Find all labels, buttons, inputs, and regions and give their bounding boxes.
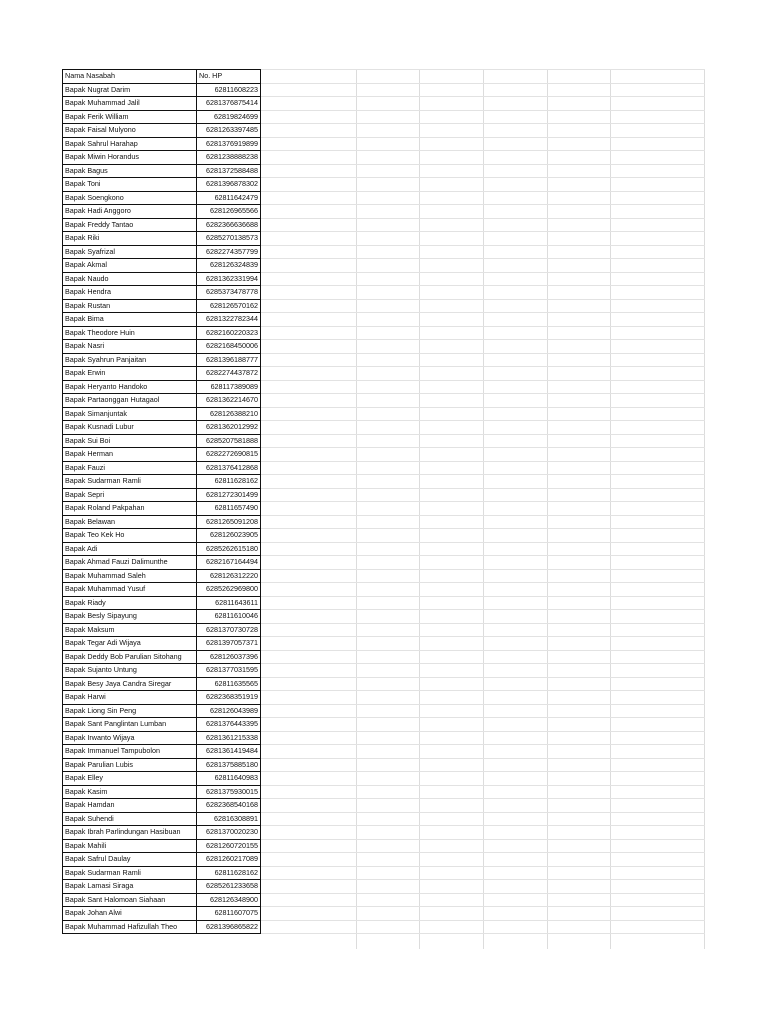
empty-cell[interactable]	[261, 380, 706, 394]
empty-cell[interactable]	[261, 394, 706, 408]
phone-number-cell[interactable]: 6281361419484	[197, 745, 261, 759]
customer-name-cell[interactable]: Bapak Faisal Mulyono	[63, 124, 197, 138]
phone-number-cell[interactable]: 628126388210	[197, 407, 261, 421]
phone-number-cell[interactable]: 62811628162	[197, 475, 261, 489]
customer-name-cell[interactable]: Bapak Muhammad Saleh	[63, 569, 197, 583]
empty-cell[interactable]	[261, 110, 706, 124]
empty-cell[interactable]	[261, 502, 706, 516]
phone-number-cell[interactable]: 6281362331994	[197, 272, 261, 286]
empty-cell[interactable]	[261, 529, 706, 543]
customer-name-cell[interactable]: Bapak Mahili	[63, 839, 197, 853]
phone-number-cell[interactable]: 62811610046	[197, 610, 261, 624]
table-row	[63, 475, 706, 489]
empty-cell[interactable]	[261, 70, 706, 84]
empty-cell[interactable]	[261, 353, 706, 367]
table-row	[63, 758, 706, 772]
empty-cell[interactable]	[261, 731, 706, 745]
empty-cell[interactable]	[261, 151, 706, 165]
empty-cell[interactable]	[261, 299, 706, 313]
phone-number-cell[interactable]: 62811628162	[197, 866, 261, 880]
phone-number-cell[interactable]: 62811657490	[197, 502, 261, 516]
table-row	[63, 677, 706, 691]
phone-number-cell[interactable]: 6281396865822	[197, 920, 261, 934]
customer-name-cell[interactable]: Bapak Besly Sipayung	[63, 610, 197, 624]
customer-name-cell[interactable]: Bapak Irwanto Wijaya	[63, 731, 197, 745]
phone-number-cell[interactable]: 6281376919899	[197, 137, 261, 151]
customer-name-cell[interactable]: Bapak Johan Alwi	[63, 907, 197, 921]
empty-cell[interactable]	[261, 704, 706, 718]
empty-cell[interactable]	[261, 488, 706, 502]
empty-cell[interactable]	[261, 907, 706, 921]
table-row	[63, 880, 706, 894]
table-row	[63, 191, 706, 205]
customer-name-cell[interactable]: Bapak Riki	[63, 232, 197, 246]
phone-number-cell[interactable]: 6281376412868	[197, 461, 261, 475]
empty-cell[interactable]	[261, 164, 706, 178]
empty-cell[interactable]	[261, 461, 706, 475]
empty-cell[interactable]	[261, 920, 706, 934]
table-row	[63, 326, 706, 340]
table-row	[63, 340, 706, 354]
phone-number-cell[interactable]: 6282160220323	[197, 326, 261, 340]
customer-name-cell[interactable]: Bapak Parulian Lubis	[63, 758, 197, 772]
customer-name-cell[interactable]: Bapak Theodore Huin	[63, 326, 197, 340]
phone-number-cell[interactable]: 6281370020230	[197, 826, 261, 840]
phone-number-cell[interactable]: 6281263397485	[197, 124, 261, 138]
phone-number-cell[interactable]: 6282167164494	[197, 556, 261, 570]
header-name-cell[interactable]: Nama Nasabah	[63, 70, 197, 84]
customer-name-cell[interactable]: Bapak Tegar Adi Wijaya	[63, 637, 197, 651]
table-row	[63, 637, 706, 651]
empty-cell[interactable]	[261, 745, 706, 759]
table-row	[63, 542, 706, 556]
empty-cell[interactable]	[261, 772, 706, 786]
table-row	[63, 488, 706, 502]
table-row	[63, 610, 706, 624]
customer-name-cell[interactable]: Bapak Herman	[63, 448, 197, 462]
table-row	[63, 731, 706, 745]
empty-cell[interactable]	[261, 812, 706, 826]
phone-number-cell[interactable]: 6281376443395	[197, 718, 261, 732]
empty-cell[interactable]	[261, 367, 706, 381]
empty-cell[interactable]	[261, 650, 706, 664]
phone-number-cell[interactable]: 6281376875414	[197, 97, 261, 111]
table-row	[63, 907, 706, 921]
table-row	[63, 124, 706, 138]
customer-name-cell[interactable]: Bapak Freddy Tantao	[63, 218, 197, 232]
empty-cell[interactable]	[261, 245, 706, 259]
empty-cell[interactable]	[261, 866, 706, 880]
customer-name-cell[interactable]: Bapak Besy Jaya Candra Siregar	[63, 677, 197, 691]
customer-name-cell[interactable]: Bapak Immanuel Tampubolon	[63, 745, 197, 759]
customer-name-cell[interactable]: Bapak Harwi	[63, 691, 197, 705]
customer-name-cell[interactable]: Bapak Nasri	[63, 340, 197, 354]
customer-name-cell[interactable]: Bapak Kasim	[63, 785, 197, 799]
table-row	[63, 448, 706, 462]
empty-cell[interactable]	[261, 124, 706, 138]
customer-name-cell[interactable]: Bapak Sujanto Untung	[63, 664, 197, 678]
table-row	[63, 664, 706, 678]
table-row	[63, 785, 706, 799]
customer-name-cell[interactable]: Bapak Soengkono	[63, 191, 197, 205]
empty-cell[interactable]	[261, 785, 706, 799]
empty-cell[interactable]	[261, 313, 706, 327]
customer-name-cell[interactable]: Bapak Teo Kek Ho	[63, 529, 197, 543]
empty-cell[interactable]	[261, 826, 706, 840]
phone-number-cell[interactable]: 6282168450006	[197, 340, 261, 354]
empty-cell[interactable]	[261, 691, 706, 705]
phone-number-cell[interactable]: 6285270138573	[197, 232, 261, 246]
table-row	[63, 110, 706, 124]
customer-name-cell[interactable]: Bapak Syahrun Panjaitan	[63, 353, 197, 367]
table-row	[63, 799, 706, 813]
customer-name-cell[interactable]: Bapak Toni	[63, 178, 197, 192]
empty-cell[interactable]	[261, 758, 706, 772]
phone-number-cell[interactable]: 6282368351919	[197, 691, 261, 705]
table-row	[63, 353, 706, 367]
empty-cell[interactable]	[261, 893, 706, 907]
table-row	[63, 272, 706, 286]
phone-number-cell[interactable]: 62811607075	[197, 907, 261, 921]
table-row	[63, 718, 706, 732]
customer-name-cell[interactable]: Bapak Akmal	[63, 259, 197, 273]
customer-name-cell[interactable]: Bapak Simanjuntak	[63, 407, 197, 421]
customer-name-cell[interactable]: Bapak Miwin Horandus	[63, 151, 197, 165]
empty-cell[interactable]	[261, 623, 706, 637]
table-row	[63, 434, 706, 448]
customer-name-cell[interactable]: Bapak Liong Sin Peng	[63, 704, 197, 718]
empty-cell[interactable]	[261, 718, 706, 732]
table-row	[63, 137, 706, 151]
phone-number-cell[interactable]: 6281362012992	[197, 421, 261, 435]
phone-number-cell[interactable]: 6282366636688	[197, 218, 261, 232]
empty-cell[interactable]	[261, 677, 706, 691]
table-row	[63, 205, 706, 219]
customer-name-cell[interactable]: Bapak Ibrah Parlindungan Hasibuan	[63, 826, 197, 840]
customer-name-cell[interactable]: Bapak Rustan	[63, 299, 197, 313]
table-row	[63, 407, 706, 421]
empty-cell[interactable]	[261, 218, 706, 232]
table-row	[63, 421, 706, 435]
phone-number-cell[interactable]: 6281272301499	[197, 488, 261, 502]
phone-number-cell[interactable]: 628126023905	[197, 529, 261, 543]
phone-number-cell[interactable]: 628126037396	[197, 650, 261, 664]
phone-number-cell[interactable]: 6282368540168	[197, 799, 261, 813]
customer-name-cell[interactable]: Bapak Suhendi	[63, 812, 197, 826]
table-row	[63, 97, 706, 111]
customer-name-cell[interactable]: Bapak Safrul Daulay	[63, 853, 197, 867]
customer-name-cell[interactable]: Bapak Hendra	[63, 286, 197, 300]
customer-name-cell[interactable]: Bapak Maksum	[63, 623, 197, 637]
table-row	[63, 691, 706, 705]
phone-number-cell[interactable]: 628126324839	[197, 259, 261, 273]
customer-name-cell[interactable]: Bapak Nugrat Darim	[63, 83, 197, 97]
table-row	[63, 812, 706, 826]
customer-name-cell[interactable]: Bapak Bagus	[63, 164, 197, 178]
customer-name-cell[interactable]: Bapak Heryanto Handoko	[63, 380, 197, 394]
table-row	[63, 826, 706, 840]
table-row	[63, 772, 706, 786]
phone-number-cell[interactable]: 6281260720155	[197, 839, 261, 853]
table-row	[63, 313, 706, 327]
customer-name-cell[interactable]: Bapak Bima	[63, 313, 197, 327]
empty-cell[interactable]	[261, 421, 706, 435]
customer-name-cell[interactable]: Bapak Ahmad Fauzi Dalimunthe	[63, 556, 197, 570]
table-row	[63, 164, 706, 178]
customer-name-cell[interactable]: Bapak Partaonggan Hutagaol	[63, 394, 197, 408]
empty-cell[interactable]	[261, 610, 706, 624]
table-row	[63, 367, 706, 381]
empty-cell[interactable]	[261, 596, 706, 610]
table-row	[63, 596, 706, 610]
table-body	[63, 70, 706, 934]
customer-name-cell[interactable]: Bapak Hamdan	[63, 799, 197, 813]
empty-cell[interactable]	[261, 583, 706, 597]
table-row	[63, 583, 706, 597]
empty-cell[interactable]	[261, 272, 706, 286]
phone-number-cell[interactable]: 62816308891	[197, 812, 261, 826]
customer-name-cell[interactable]: Bapak Muhammad Hafizullah Theo	[63, 920, 197, 934]
empty-cell[interactable]	[261, 839, 706, 853]
phone-number-cell[interactable]: 628126348900	[197, 893, 261, 907]
phone-number-cell[interactable]: 6281260217089	[197, 853, 261, 867]
table-row	[63, 556, 706, 570]
empty-cell[interactable]	[261, 137, 706, 151]
phone-number-cell[interactable]: 6281362214670	[197, 394, 261, 408]
empty-cell[interactable]	[261, 637, 706, 651]
phone-number-cell[interactable]: 6282274357799	[197, 245, 261, 259]
empty-cell[interactable]	[261, 880, 706, 894]
customer-name-cell[interactable]: Bapak Erwin	[63, 367, 197, 381]
phone-number-cell[interactable]: 6285262969800	[197, 583, 261, 597]
table-row	[63, 299, 706, 313]
empty-cell[interactable]	[261, 799, 706, 813]
customer-name-cell[interactable]: Bapak Riady	[63, 596, 197, 610]
empty-cell[interactable]	[261, 340, 706, 354]
table-row	[63, 286, 706, 300]
table-row	[63, 704, 706, 718]
customer-name-cell[interactable]: Bapak Elley	[63, 772, 197, 786]
table-row	[63, 502, 706, 516]
empty-cell[interactable]	[261, 556, 706, 570]
table-row	[63, 83, 706, 97]
table-row	[63, 178, 706, 192]
phone-number-cell[interactable]: 62811642479	[197, 191, 261, 205]
customer-name-cell[interactable]: Bapak Naudo	[63, 272, 197, 286]
phone-number-cell[interactable]: 628117389089	[197, 380, 261, 394]
empty-cell[interactable]	[261, 448, 706, 462]
customer-name-cell[interactable]: Bapak Sahrul Harahap	[63, 137, 197, 151]
table-row	[63, 151, 706, 165]
empty-cell[interactable]	[261, 83, 706, 97]
empty-cell[interactable]	[261, 326, 706, 340]
customer-name-cell[interactable]: Bapak Sudarman Ramli	[63, 475, 197, 489]
customer-table	[62, 69, 705, 934]
phone-number-cell[interactable]: 62811643611	[197, 596, 261, 610]
phone-number-cell[interactable]: 6281361215338	[197, 731, 261, 745]
phone-number-cell[interactable]: 6281397057371	[197, 637, 261, 651]
table-row	[63, 853, 706, 867]
phone-number-cell[interactable]: 628126965566	[197, 205, 261, 219]
customer-name-cell[interactable]: Bapak Sant Panglintan Lumban	[63, 718, 197, 732]
table-row	[63, 259, 706, 273]
phone-number-cell[interactable]: 6281377031595	[197, 664, 261, 678]
phone-number-cell[interactable]: 6281372588488	[197, 164, 261, 178]
empty-cell[interactable]	[261, 232, 706, 246]
phone-number-cell[interactable]: 6281238888238	[197, 151, 261, 165]
table-row	[63, 461, 706, 475]
customer-name-cell[interactable]: Bapak Syafrizal	[63, 245, 197, 259]
empty-cell[interactable]	[261, 286, 706, 300]
customer-name-cell[interactable]: Bapak Sui Boi	[63, 434, 197, 448]
empty-cell[interactable]	[261, 259, 706, 273]
table-row	[63, 380, 706, 394]
customer-name-cell[interactable]: Bapak Ferik William	[63, 110, 197, 124]
phone-number-cell[interactable]: 628126570162	[197, 299, 261, 313]
phone-number-cell[interactable]: 6282272690815	[197, 448, 261, 462]
customer-name-cell[interactable]: Bapak Hadi Anggoro	[63, 205, 197, 219]
empty-cell[interactable]	[261, 475, 706, 489]
empty-cell[interactable]	[261, 569, 706, 583]
customer-name-cell[interactable]: Bapak Roland Pakpahan	[63, 502, 197, 516]
header-phone-cell[interactable]: No. HP	[197, 70, 261, 84]
phone-number-cell[interactable]: 62811640983	[197, 772, 261, 786]
customer-name-cell[interactable]: Bapak Sant Halomoan Siahaan	[63, 893, 197, 907]
phone-number-cell[interactable]: 62811635565	[197, 677, 261, 691]
empty-cell[interactable]	[261, 178, 706, 192]
empty-cell[interactable]	[261, 434, 706, 448]
table-row	[63, 515, 706, 529]
phone-number-cell[interactable]: 6282274437872	[197, 367, 261, 381]
empty-cell[interactable]	[261, 515, 706, 529]
phone-number-cell[interactable]: 6281265091208	[197, 515, 261, 529]
table-row	[63, 745, 706, 759]
table-row	[63, 394, 706, 408]
empty-cell[interactable]	[261, 853, 706, 867]
phone-number-cell[interactable]: 6281375885180	[197, 758, 261, 772]
phone-number-cell[interactable]: 6285207581888	[197, 434, 261, 448]
customer-name-cell[interactable]: Bapak Fauzi	[63, 461, 197, 475]
empty-cell[interactable]	[261, 205, 706, 219]
table-row	[63, 893, 706, 907]
table-row	[63, 218, 706, 232]
empty-cell[interactable]	[261, 97, 706, 111]
customer-name-cell[interactable]: Bapak Kusnadi Lubur	[63, 421, 197, 435]
customer-name-cell[interactable]: Bapak Lamasi Siraga	[63, 880, 197, 894]
empty-cell[interactable]	[261, 407, 706, 421]
table-row	[63, 529, 706, 543]
customer-name-cell[interactable]: Bapak Muhammad Jalil	[63, 97, 197, 111]
table-row	[63, 650, 706, 664]
customer-sheet	[62, 69, 705, 934]
phone-number-cell[interactable]: 6281375930015	[197, 785, 261, 799]
phone-number-cell[interactable]: 62811608223	[197, 83, 261, 97]
phone-number-cell[interactable]: 6281370730728	[197, 623, 261, 637]
phone-number-cell[interactable]: 628126043989	[197, 704, 261, 718]
table-row	[63, 623, 706, 637]
phone-number-cell[interactable]: 6281396878302	[197, 178, 261, 192]
phone-number-cell[interactable]: 62819824699	[197, 110, 261, 124]
table-row	[63, 569, 706, 583]
phone-number-cell[interactable]: 6281322782344	[197, 313, 261, 327]
customer-name-cell[interactable]: Bapak Sudarman Ramli	[63, 866, 197, 880]
empty-cell[interactable]	[261, 542, 706, 556]
customer-name-cell[interactable]: Bapak Adi	[63, 542, 197, 556]
table-row	[63, 232, 706, 246]
customer-name-cell[interactable]: Bapak Deddy Bob Parulian Sitohang	[63, 650, 197, 664]
table-row	[63, 839, 706, 853]
phone-number-cell[interactable]: 6285373478778	[197, 286, 261, 300]
empty-cell[interactable]	[261, 191, 706, 205]
phone-number-cell[interactable]: 628126312220	[197, 569, 261, 583]
empty-cell[interactable]	[261, 664, 706, 678]
table-row	[63, 920, 706, 934]
customer-name-cell[interactable]: Bapak Belawan	[63, 515, 197, 529]
header-row	[63, 70, 706, 84]
table-row	[63, 245, 706, 259]
customer-name-cell[interactable]: Bapak Muhammad Yusuf	[63, 583, 197, 597]
phone-number-cell[interactable]: 6281396188777	[197, 353, 261, 367]
phone-number-cell[interactable]: 6285261233658	[197, 880, 261, 894]
table-row	[63, 866, 706, 880]
phone-number-cell[interactable]: 6285262615180	[197, 542, 261, 556]
customer-name-cell[interactable]: Bapak Sepri	[63, 488, 197, 502]
